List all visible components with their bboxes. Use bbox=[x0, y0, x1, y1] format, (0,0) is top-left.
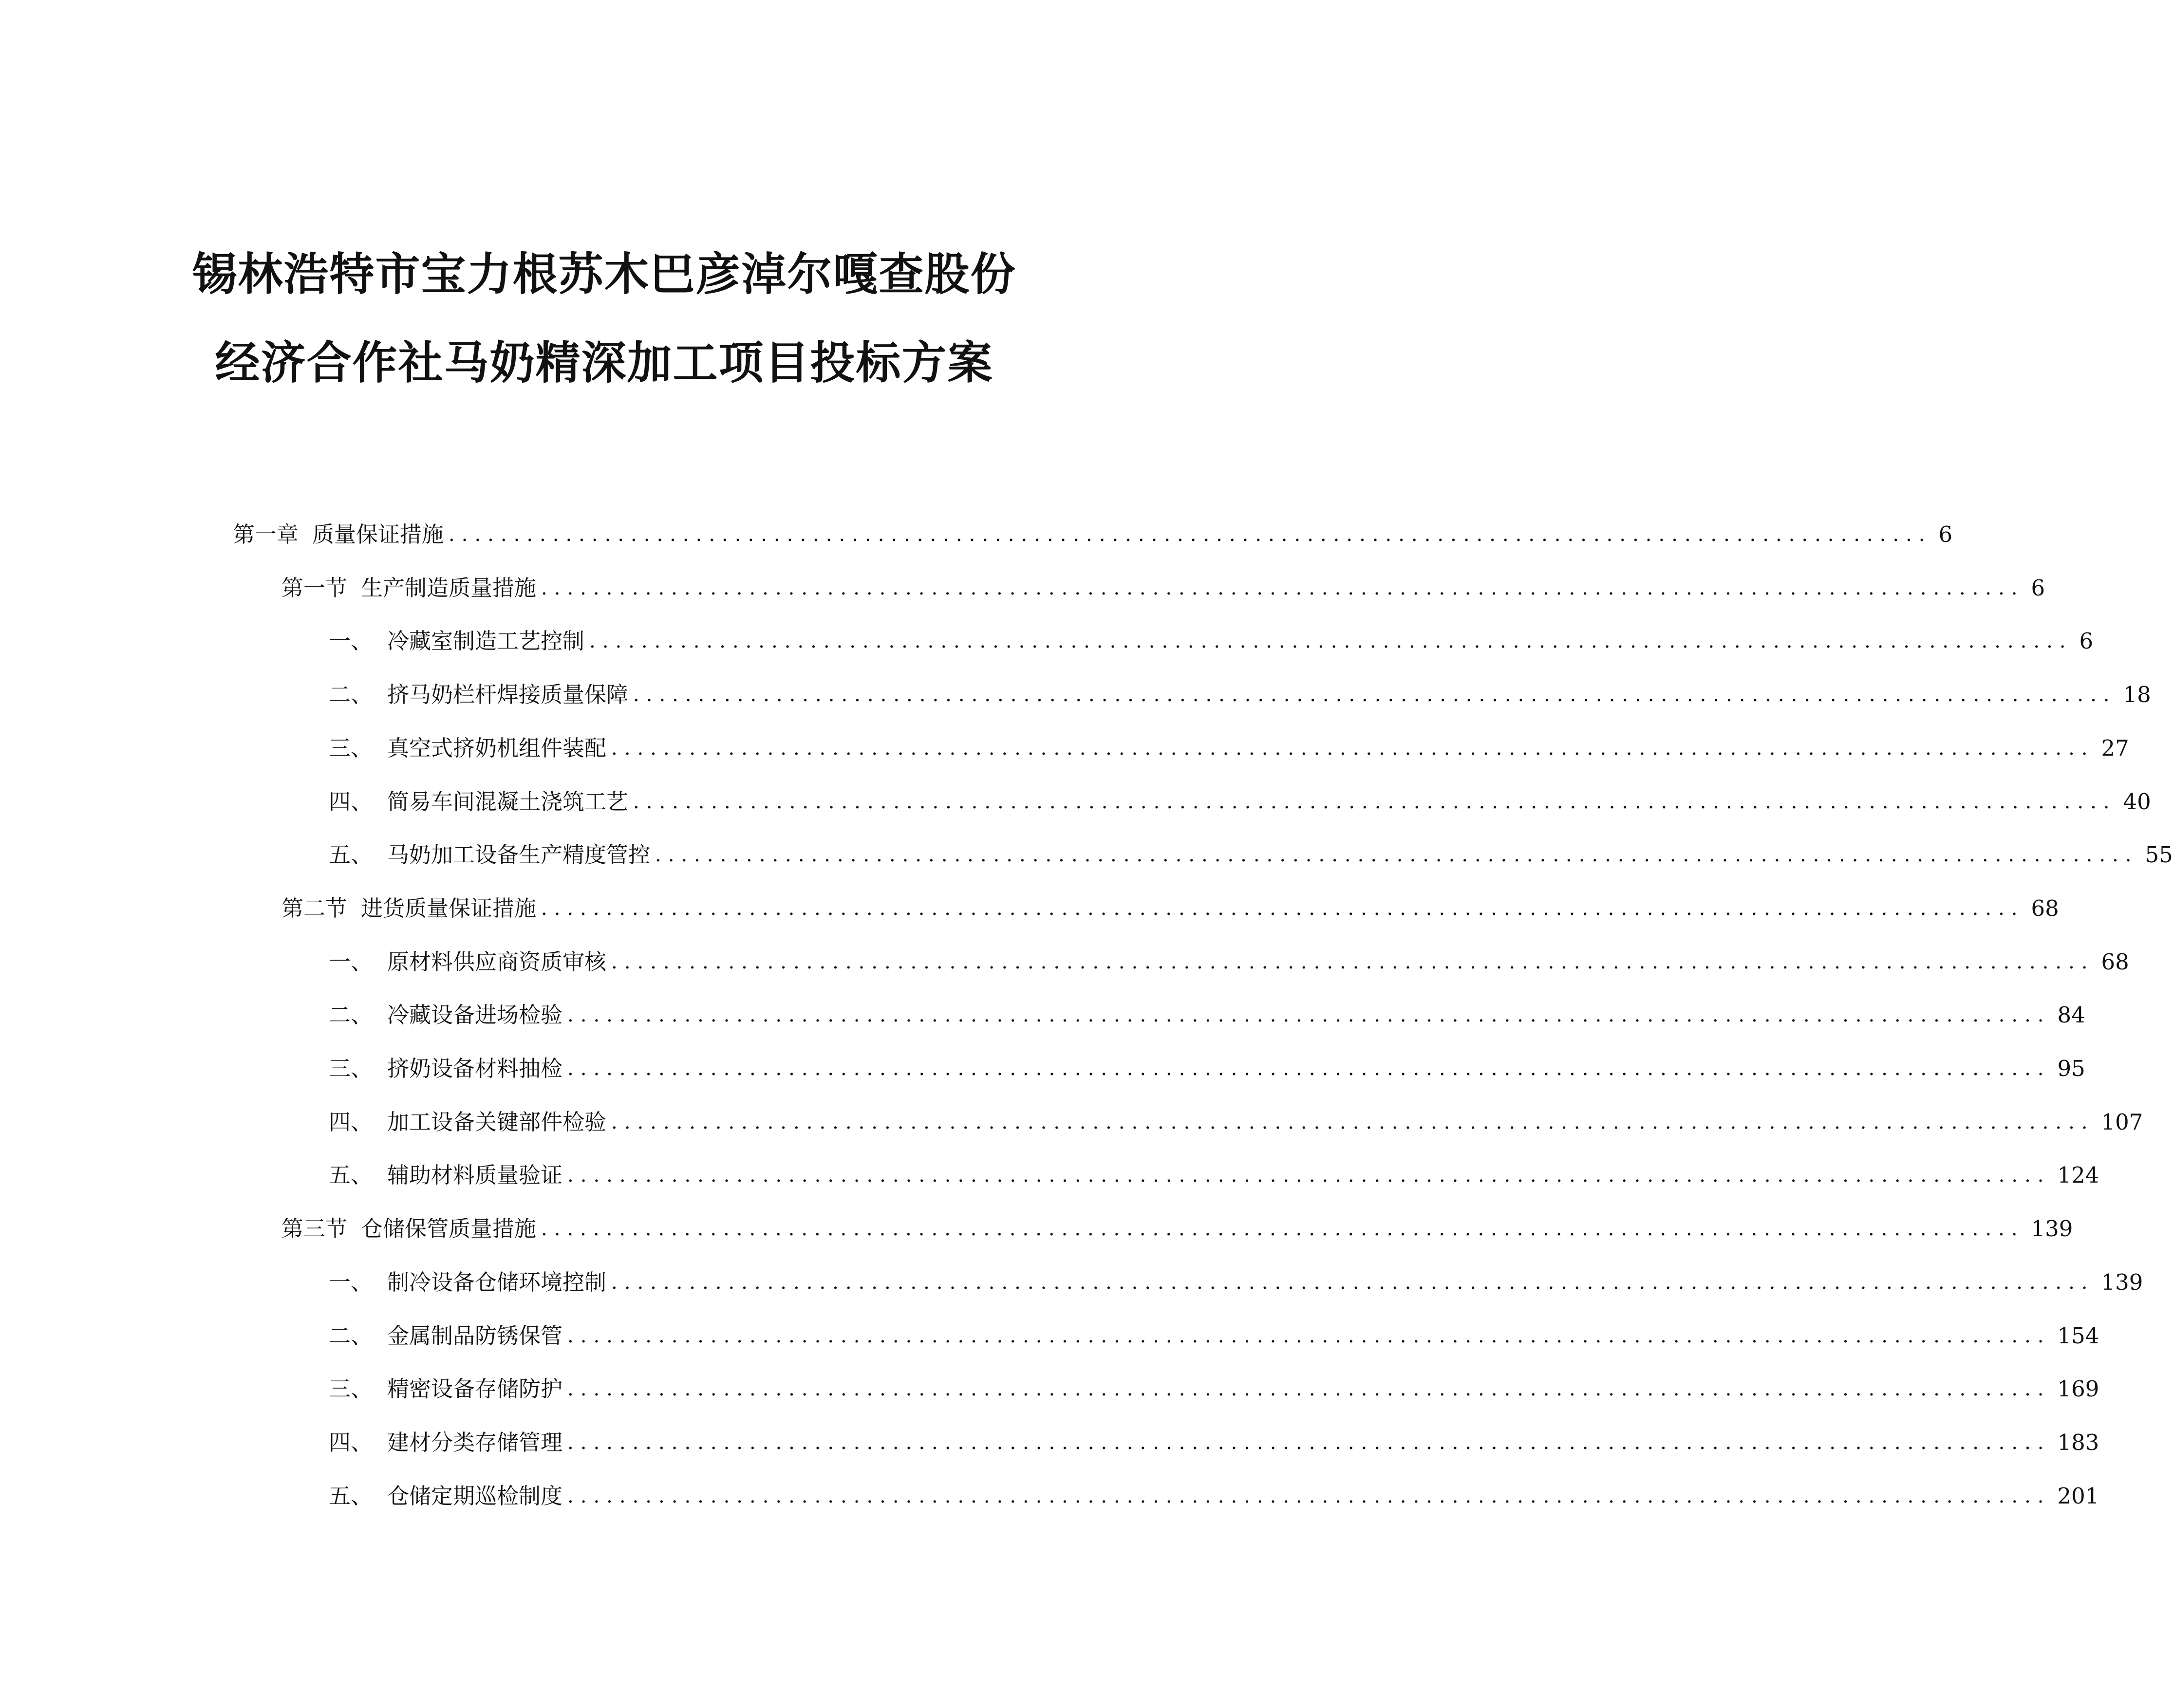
toc-dot-leader: .................................................................................................................. bbox=[633, 791, 2117, 813]
toc-entry[interactable] bbox=[329, 1268, 2143, 1297]
toc-dot-leader: .................................................................................................................. bbox=[567, 1325, 2051, 1347]
toc-entry-label: 生产制造质量措施 bbox=[361, 575, 537, 601]
toc-entry-label: 挤奶设备材料抽检 bbox=[387, 1056, 563, 1081]
toc-entry-label: 辅助材料质量验证 bbox=[387, 1162, 563, 1188]
toc-entry-page-number: 27 bbox=[2101, 735, 2129, 761]
toc-entry-page-number: 18 bbox=[2123, 682, 2151, 707]
toc-entry-page-number: 6 bbox=[2031, 575, 2045, 601]
toc-dot-leader: .................................................................................................................. bbox=[541, 1218, 2024, 1240]
toc-entry-page-number: 154 bbox=[2057, 1323, 2099, 1349]
toc-entry-number: 四、 bbox=[329, 1430, 373, 1455]
toc-entry-page-number: 68 bbox=[2101, 949, 2129, 975]
toc-entry-number: 二、 bbox=[329, 1002, 373, 1028]
toc-entry[interactable] bbox=[329, 840, 2173, 870]
toc-entry-page-number: 6 bbox=[1938, 521, 1953, 547]
toc-entry-number: 第三节 bbox=[281, 1216, 348, 1242]
toc-entry-page-number: 183 bbox=[2057, 1430, 2099, 1455]
toc-entry-label: 精密设备存储防护 bbox=[387, 1376, 563, 1402]
toc-entry-number: 第一节 bbox=[281, 575, 348, 601]
toc-entry-label: 冷藏设备进场检验 bbox=[387, 1002, 563, 1028]
toc-entry[interactable] bbox=[329, 1161, 2099, 1190]
toc-entry[interactable] bbox=[329, 680, 2151, 709]
toc-entry[interactable] bbox=[329, 787, 2151, 817]
toc-entry[interactable] bbox=[329, 1428, 2099, 1457]
toc-entry-number: 三、 bbox=[329, 735, 373, 761]
toc-dot-leader: .................................................................................................................. bbox=[567, 1164, 2051, 1187]
toc-entry[interactable] bbox=[233, 520, 1953, 549]
toc-entry-number: 第二节 bbox=[281, 895, 348, 921]
toc-entry[interactable] bbox=[329, 734, 2129, 763]
toc-entry-number: 二、 bbox=[329, 682, 373, 707]
toc-entry[interactable] bbox=[329, 1374, 2099, 1404]
toc-entry[interactable] bbox=[329, 1482, 2099, 1511]
toc-dot-leader: .................................................................................................................. bbox=[611, 1111, 2095, 1133]
toc-entry-label: 金属制品防锈保管 bbox=[387, 1323, 563, 1349]
toc-entry-page-number: 68 bbox=[2031, 895, 2059, 921]
toc-dot-leader: .................................................................................................................. bbox=[567, 1378, 2051, 1400]
toc-dot-leader: .................................................................................................................. bbox=[611, 951, 2095, 973]
toc-entry-label: 仓储定期巡检制度 bbox=[387, 1483, 563, 1509]
toc-entry[interactable] bbox=[281, 1214, 2073, 1244]
toc-entry-label: 质量保证措施 bbox=[312, 521, 444, 547]
toc-dot-leader: .................................................................................................................. bbox=[567, 1058, 2051, 1080]
toc-dot-leader: .................................................................................................................. bbox=[449, 523, 1932, 546]
toc-entry-page-number: 55 bbox=[2145, 842, 2173, 868]
toc-dot-leader: .................................................................................................................. bbox=[567, 1485, 2051, 1507]
toc-entry-number: 第一章 bbox=[233, 521, 299, 547]
toc-entry-number: 三、 bbox=[329, 1056, 373, 1081]
toc-entry[interactable] bbox=[329, 627, 2094, 656]
toc-entry-label: 仓储保管质量措施 bbox=[361, 1216, 537, 1242]
toc-entry-number: 一、 bbox=[329, 1269, 373, 1295]
toc-entry-page-number: 201 bbox=[2057, 1483, 2099, 1509]
toc-dot-leader: .................................................................................................................. bbox=[541, 897, 2024, 920]
toc-dot-leader: .................................................................................................................. bbox=[567, 1004, 2051, 1026]
toc-entry[interactable] bbox=[329, 947, 2129, 977]
toc-entry[interactable] bbox=[329, 1054, 2085, 1083]
toc-entry-label: 马奶加工设备生产精度管控 bbox=[387, 842, 651, 868]
toc-entry-label: 进货质量保证措施 bbox=[361, 895, 537, 921]
toc-dot-leader: .................................................................................................................. bbox=[567, 1431, 2051, 1454]
toc-entry-number: 五、 bbox=[329, 1483, 373, 1509]
toc-entry-label: 制冷设备仓储环境控制 bbox=[387, 1269, 607, 1295]
toc-entry-page-number: 107 bbox=[2101, 1109, 2143, 1135]
toc-entry[interactable] bbox=[329, 1001, 2085, 1030]
toc-entry-number: 五、 bbox=[329, 842, 373, 868]
toc-entry-page-number: 139 bbox=[2101, 1269, 2143, 1295]
document-title-line-1: 锡林浩特市宝力根苏木巴彦淖尔嘎查股份 bbox=[192, 248, 1016, 300]
toc-entry-page-number: 84 bbox=[2057, 1002, 2085, 1028]
toc-dot-leader: .................................................................................................................. bbox=[611, 737, 2095, 760]
toc-dot-leader: .................................................................................................................. bbox=[655, 844, 2138, 866]
toc-dot-leader: .................................................................................................................. bbox=[541, 577, 2024, 599]
toc-entry-number: 二、 bbox=[329, 1323, 373, 1349]
toc-entry-number: 四、 bbox=[329, 1109, 373, 1135]
toc-entry[interactable] bbox=[281, 574, 2045, 603]
document-title-line-2: 经济合作社马奶精深加工项目投标方案 bbox=[215, 337, 993, 389]
toc-entry-number: 四、 bbox=[329, 789, 373, 815]
toc-entry-label: 挤马奶栏杆焊接质量保障 bbox=[387, 682, 629, 707]
toc-entry-label: 真空式挤奶机组件装配 bbox=[387, 735, 607, 761]
toc-entry[interactable] bbox=[281, 894, 2059, 923]
toc-entry-page-number: 6 bbox=[2079, 628, 2094, 654]
toc-entry-label: 建材分类存储管理 bbox=[387, 1430, 563, 1455]
toc-entry-page-number: 169 bbox=[2057, 1376, 2099, 1402]
toc-entry-label: 原材料供应商资质审核 bbox=[387, 949, 607, 975]
toc-entry-number: 一、 bbox=[329, 949, 373, 975]
toc-entry-number: 五、 bbox=[329, 1162, 373, 1188]
toc-entry-label: 简易车间混凝土浇筑工艺 bbox=[387, 789, 629, 815]
toc-entry-page-number: 139 bbox=[2031, 1216, 2073, 1242]
toc-entry-number: 一、 bbox=[329, 628, 373, 654]
toc-entry[interactable] bbox=[329, 1108, 2143, 1137]
toc-dot-leader: .................................................................................................................. bbox=[633, 684, 2117, 706]
toc-dot-leader: .................................................................................................................. bbox=[611, 1271, 2095, 1294]
toc-entry-label: 冷藏室制造工艺控制 bbox=[387, 628, 585, 654]
toc-entry-page-number: 95 bbox=[2057, 1056, 2085, 1081]
toc-dot-leader: .................................................................................................................. bbox=[589, 630, 2073, 652]
toc-entry-page-number: 124 bbox=[2057, 1162, 2099, 1188]
toc-entry[interactable] bbox=[329, 1321, 2099, 1351]
toc-entry-page-number: 40 bbox=[2123, 789, 2151, 815]
toc-entry-number: 三、 bbox=[329, 1376, 373, 1402]
toc-entry-label: 加工设备关键部件检验 bbox=[387, 1109, 607, 1135]
